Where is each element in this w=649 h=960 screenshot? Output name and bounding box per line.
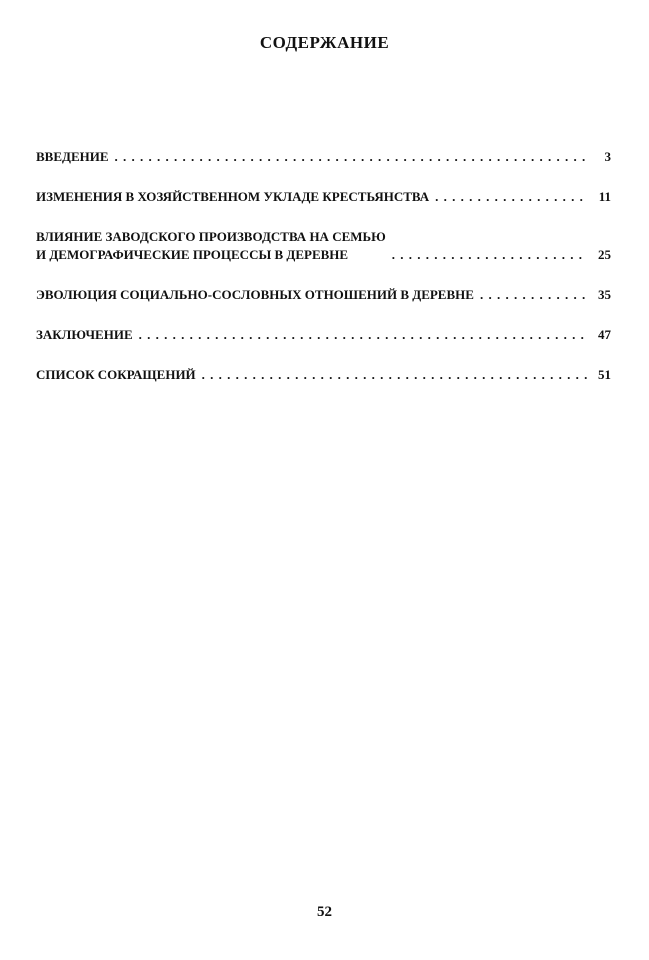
dot-leader bbox=[202, 366, 587, 384]
table-of-contents bbox=[36, 148, 611, 406]
toc-entry-title bbox=[36, 228, 386, 264]
toc-entry-title-line: СПИСОК СОКРАЩЕНИЙ bbox=[36, 367, 196, 382]
dot-leader bbox=[480, 286, 587, 304]
toc-entry-title-line: И ДЕМОГРАФИЧЕСКИЕ ПРОЦЕССЫ В ДЕРЕВНЕ bbox=[36, 247, 349, 262]
toc-entry-page: 3 bbox=[604, 149, 611, 164]
toc-entry-title bbox=[36, 148, 109, 166]
dot-leader bbox=[392, 246, 587, 264]
toc-entry-title bbox=[36, 188, 429, 206]
toc-entry-title-line: ВЛИЯНИЕ ЗАВОДСКОГО ПРОИЗВОДСТВА НА СЕМЬЮ bbox=[36, 229, 386, 244]
toc-entry-title bbox=[36, 326, 133, 344]
toc-entry-page: 35 bbox=[598, 287, 611, 302]
toc-entry-page: 25 bbox=[598, 247, 611, 262]
toc-entry-page: 47 bbox=[598, 327, 611, 342]
toc-entry-page: 51 bbox=[598, 367, 611, 382]
toc-entry-title-line: ВВЕДЕНИЕ bbox=[36, 149, 109, 164]
toc-entry-title bbox=[36, 366, 196, 384]
toc-entry-title-line: ЭВОЛЮЦИЯ СОЦИАЛЬНО-СОСЛОВНЫХ ОТНОШЕНИЙ В ДЕРЕВНЕ bbox=[36, 287, 474, 302]
toc-entry-conclusion bbox=[36, 326, 611, 344]
page-number: 52 bbox=[317, 904, 332, 920]
toc-entry-title-line: ЗАКЛЮЧЕНИЕ bbox=[36, 327, 133, 342]
toc-entry-title-line: ИЗМЕНЕНИЯ В ХОЗЯЙСТВЕННОМ УКЛАДЕ КРЕСТЬЯНСТВА bbox=[36, 189, 430, 204]
toc-entry-title bbox=[36, 286, 474, 304]
dot-leader bbox=[115, 148, 587, 166]
toc-entry-factory-influence bbox=[36, 228, 611, 264]
toc-entry-economy-changes bbox=[36, 188, 611, 206]
toc-entry-introduction bbox=[36, 148, 611, 166]
toc-entry-social-evolution bbox=[36, 286, 611, 304]
dot-leader bbox=[139, 326, 587, 344]
dot-leader bbox=[435, 188, 587, 206]
toc-entry-abbreviations bbox=[36, 366, 611, 384]
page-title: СОДЕРЖАНИЕ bbox=[259, 33, 390, 52]
toc-entry-page: 11 bbox=[598, 189, 611, 204]
